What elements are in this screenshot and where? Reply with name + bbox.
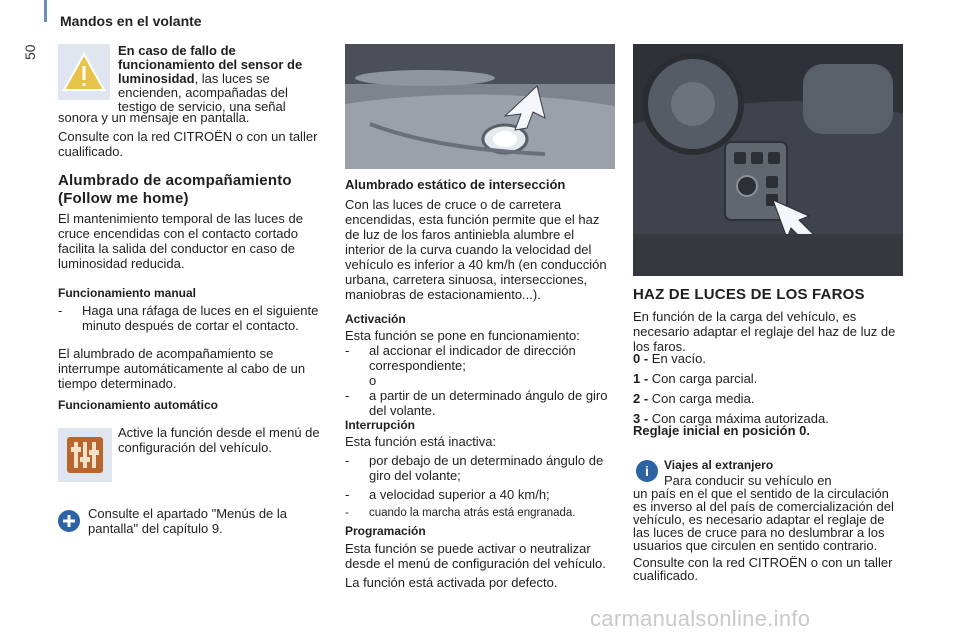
static-cornering-desc: Con las luces de cruce o de carretera encendidas, esta función permite que el haz de luz de los faros antiniebla alumbre el interior de la curva cuando la velocidad del vehículo es inferior a 40 km/h (en conducción urbana, carretera sinuosa, intersecciones, maniobras de estacionamiento...). <box>345 197 607 302</box>
travel-abroad-title: Viajes al extranjero <box>664 458 774 472</box>
bullet-dash: - <box>345 388 350 403</box>
info-icon: i <box>636 460 658 482</box>
plus-icon <box>58 510 80 532</box>
bullet-dash: - <box>345 453 350 468</box>
travel-abroad-block <box>633 474 903 582</box>
beam-level-key: 2 - <box>633 391 649 406</box>
programming-title: Programación <box>345 524 426 538</box>
warning-inline-text: , las luces se encienden, acompañadas del testigo de servicio, una señal <box>118 71 288 114</box>
activation-or: o <box>369 373 377 388</box>
travel-desc-first: Para conducir su vehículo en <box>664 473 832 488</box>
activation-title: Activación <box>345 312 406 326</box>
settings-icon-box <box>58 428 112 482</box>
travel-desc-rest: un país en el que el sentido de la circulación es inverso al del país de comercialización del vehículo, es necesario adaptar el reglaje de las luces de cruce para no deslumbrar a los usuarios que circulen en sentido contrario. <box>633 486 894 553</box>
interruption-item3-text: cuando la marcha atrás está engranada. <box>369 507 576 519</box>
beam-level-key: 1 - <box>633 371 649 386</box>
activation-item2-text: a partir de un determinado ángulo de giro del volante. <box>369 388 608 418</box>
interruption-item2-text: a velocidad superior a 40 km/h; <box>369 487 550 502</box>
beam-level-item <box>633 391 903 406</box>
warning-triangle-icon <box>58 44 110 100</box>
warning-consult-text: Consulte con la red CITROËN o con un taller cualificado. <box>58 129 318 159</box>
interruption-title: Interrupción <box>345 418 416 432</box>
dashboard-control-photo <box>633 44 903 276</box>
vehicle-settings-icon <box>63 433 107 477</box>
interruption-item <box>345 487 620 502</box>
beam-level-label: Con carga parcial. <box>651 371 758 386</box>
headlamp-beam-title: HAZ DE LUCES DE LOS FAROS <box>633 286 865 303</box>
beam-level-label: Con carga media. <box>651 391 755 406</box>
follow-me-home-title: Alumbrado de acompañamiento (Follow me home) <box>58 172 292 207</box>
bullet-dash: - <box>345 507 349 519</box>
warning-rest <box>58 110 328 163</box>
manual-operation-item-text: Haga una ráfaga de luces en el siguiente minuto después de cortar el contacto. <box>82 303 319 333</box>
header-accent-rule <box>44 0 47 22</box>
manual-operation-item <box>58 303 328 333</box>
activation-desc: Esta función se pone en funcionamiento: <box>345 328 580 343</box>
watermark: carmanualsonline.info <box>590 606 811 631</box>
automatic-operation-title: Funcionamiento automático <box>58 398 219 412</box>
beam-level-item <box>633 351 903 366</box>
warning-bold-text: En caso de fallo de funcionamiento del sensor de luminosidad <box>118 43 303 86</box>
activation-item <box>345 343 620 373</box>
headlamp-beam-desc: En función de la carga del vehículo, es necesario adaptar el reglaje del haz de luz de los faros. <box>633 309 896 354</box>
beam-level-label: En vacío. <box>651 351 706 366</box>
manual-operation-title: Funcionamiento manual <box>58 286 197 300</box>
warning-rest-text: sonora y un mensaje en pantalla. <box>58 110 250 125</box>
bullet-dash: - <box>345 487 350 502</box>
warning-intro <box>118 44 328 114</box>
static-cornering-title: Alumbrado estático de intersección <box>345 177 566 192</box>
programming-default: La función está activada por defecto. <box>345 575 558 590</box>
activation-item <box>345 388 620 418</box>
interruption-item1-text: por debajo de un determinado ángulo de giro del volante; <box>369 453 604 483</box>
interruption-item <box>345 506 620 521</box>
see-also-note: Consulte el apartado "Menús de la pantalla" del capítulo 9. <box>88 506 288 536</box>
beam-level-key: 3 - <box>633 411 649 426</box>
beam-level-item <box>633 371 903 386</box>
manual-operation-desc: El alumbrado de acompañamiento se interrumpe automáticamente al cabo de un tiempo determinado. <box>58 346 306 391</box>
page-number: 50 <box>22 44 38 60</box>
programming-block <box>345 541 620 594</box>
automatic-operation-desc: Active la función desde el menú de configuración del vehículo. <box>118 425 320 455</box>
beam-level-label: Con carga máxima autorizada. <box>651 411 829 426</box>
beam-level-list <box>633 351 903 431</box>
bullet-dash: - <box>345 343 350 358</box>
activation-block <box>345 328 620 418</box>
programming-desc: Esta función se puede activar o neutralizar desde el menú de configuración del vehículo. <box>345 541 606 571</box>
bullet-dash: - <box>58 303 63 318</box>
follow-me-home-desc: El mantenimiento temporal de las luces de cruce encendidas con el contacto cortado facilita la salida del conductor en caso de luminosidad reducida. <box>58 211 303 271</box>
beam-level-key: 0 - <box>633 351 649 366</box>
interruption-desc: Esta función está inactiva: <box>345 434 497 449</box>
section-title: Mandos en el volante <box>60 13 202 29</box>
interruption-item <box>345 453 620 483</box>
initial-setting-note: Reglaje inicial en posición 0. <box>633 423 810 438</box>
fog-lamp-photo <box>345 44 615 169</box>
travel-consult: Consulte con la red CITROËN o con un taller cualificado. <box>633 555 893 583</box>
warning-icon-box <box>58 44 110 100</box>
activation-item1-text: al accionar el indicador de dirección correspondiente; <box>369 343 576 373</box>
interruption-block <box>345 434 620 521</box>
